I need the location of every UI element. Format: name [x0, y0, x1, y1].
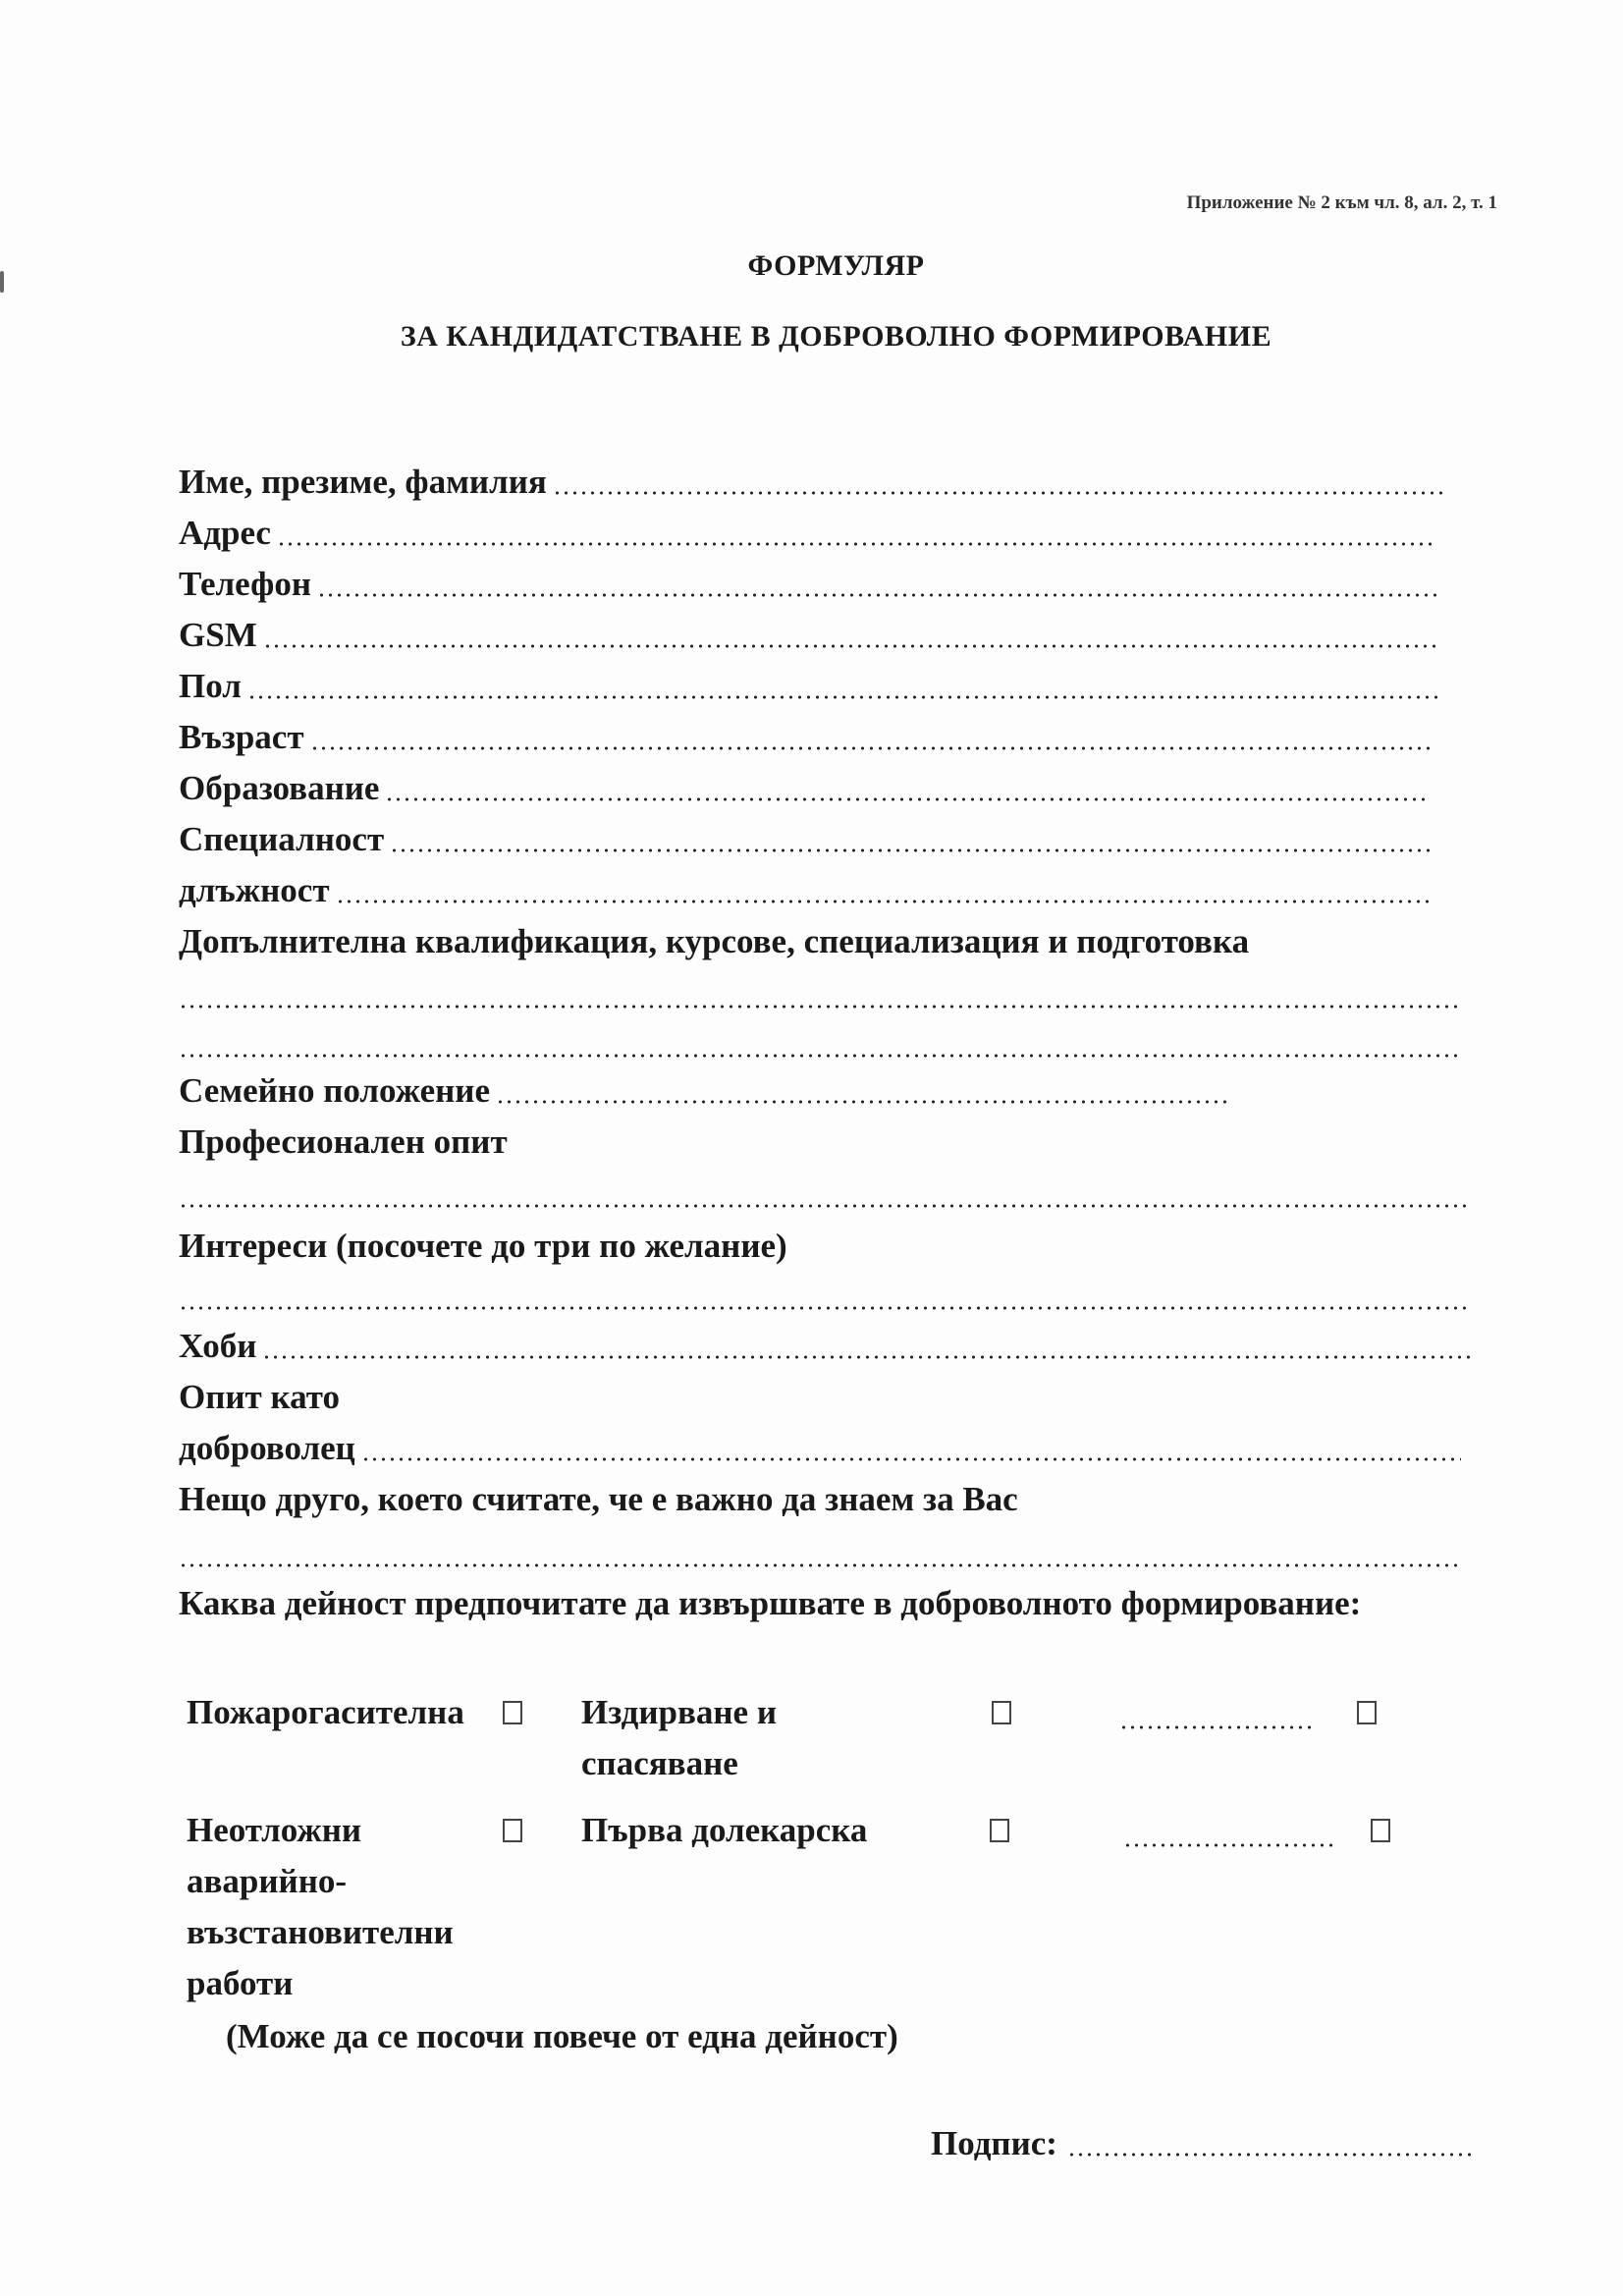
signature-blank[interactable] [1067, 2153, 1473, 2157]
qualification-label: Допълнителна квалификация, курсове, специализация и подготовка [179, 922, 1250, 960]
first-aid-checkbox[interactable] [990, 1819, 1009, 1842]
position-label: длъжност [179, 871, 330, 909]
emergency-recovery-checkbox[interactable] [503, 1819, 522, 1842]
gender-blank[interactable] [247, 695, 1437, 699]
gender-field[interactable] [179, 664, 1437, 709]
specialty-blank[interactable] [390, 848, 1430, 852]
activity-emergency-label-line4: работи [187, 1964, 294, 2002]
marital-blank[interactable] [496, 1100, 1229, 1104]
volunteer-label-line2: доброволец [179, 1429, 355, 1467]
qualification-blank-2[interactable] [179, 1054, 1461, 1058]
experience-label: Професионален опит [179, 1122, 508, 1161]
volunteer-label-line1: Опит като [179, 1378, 340, 1416]
address-blank[interactable] [277, 542, 1435, 546]
address-field[interactable] [179, 511, 1435, 556]
name-field[interactable] [179, 460, 1445, 505]
other-label: Нещо друго, което считате, че е важно да знаем за Вас [179, 1480, 1018, 1518]
phone-field[interactable] [179, 562, 1437, 607]
address-label: Адрес [179, 514, 271, 552]
firefighting-checkbox[interactable] [503, 1701, 522, 1724]
qualification-blank-1[interactable] [179, 1005, 1461, 1009]
education-blank[interactable] [385, 797, 1428, 801]
age-field[interactable] [179, 715, 1435, 760]
marital-field[interactable] [179, 1068, 1229, 1114]
position-field[interactable] [179, 868, 1432, 913]
interests-blank[interactable] [179, 1306, 1471, 1310]
other-activity-blank-2[interactable] [1123, 1843, 1333, 1847]
signature-label: Подпис: [931, 2124, 1057, 2162]
age-label: Възраст [179, 718, 304, 756]
position-blank[interactable] [336, 900, 1432, 903]
activity-emergency-label-line1: Неотложни [187, 1811, 362, 1849]
other-activity-checkbox-2[interactable] [1371, 1819, 1390, 1842]
specialty-label: Специалност [179, 820, 385, 858]
hobbies-blank[interactable] [262, 1355, 1471, 1359]
experience-blank[interactable] [179, 1204, 1471, 1208]
age-blank[interactable] [310, 746, 1435, 750]
volunteer-field[interactable] [179, 1426, 1461, 1471]
specialty-field[interactable] [179, 817, 1430, 862]
scan-margin-mark [0, 271, 4, 293]
gsm-blank[interactable] [263, 644, 1435, 648]
hobbies-label: Хоби [179, 1327, 257, 1365]
activity-emergency-label-line3: възстановителни [187, 1913, 454, 1951]
name-blank[interactable] [553, 491, 1445, 495]
other-activity-blank-1[interactable] [1119, 1725, 1312, 1729]
activity-search-label-line2: спасяване [581, 1744, 738, 1782]
activity-firefighting-label: Пожарогасителна [187, 1693, 464, 1731]
gender-label: Пол [179, 667, 242, 705]
activity-search-label-line1: Издирване и [581, 1693, 778, 1731]
search-rescue-checkbox[interactable] [992, 1701, 1011, 1724]
appendix-reference: Приложение № 2 към чл. 8, ал. 2, т. 1 [1186, 192, 1497, 213]
other-blank[interactable] [179, 1563, 1461, 1567]
hobbies-field[interactable] [179, 1324, 1471, 1369]
marital-label: Семейно положение [179, 1071, 490, 1110]
phone-blank[interactable] [317, 593, 1437, 597]
gsm-label: GSM [179, 616, 257, 654]
multiple-activities-note: (Може да се посочи повече от една дейност) [226, 2017, 898, 2055]
phone-label: Телефон [179, 565, 312, 603]
form-subtitle: ЗА КАНДИДАТСТВАНЕ В ДОБРОВОЛНО ФОРМИРОВАНИЕ [400, 320, 1272, 353]
volunteer-blank[interactable] [361, 1457, 1461, 1461]
form-title: ФОРМУЛЯР [747, 249, 925, 282]
interests-label: Интереси (посочете до три по желание) [179, 1227, 787, 1265]
education-label: Образование [179, 769, 380, 807]
education-field[interactable] [179, 766, 1428, 811]
activity-question: Каква дейност предпочитате да извършвате в доброволното формирование: [179, 1584, 1362, 1622]
signature-field[interactable] [931, 2121, 1473, 2166]
other-activity-checkbox-1[interactable] [1357, 1701, 1377, 1724]
name-label: Име, презиме, фамилия [179, 463, 547, 501]
activity-first-aid-label: Първа долекарска [581, 1811, 868, 1849]
gsm-field[interactable] [179, 613, 1435, 658]
activity-emergency-label-line2: аварийно- [187, 1862, 348, 1900]
